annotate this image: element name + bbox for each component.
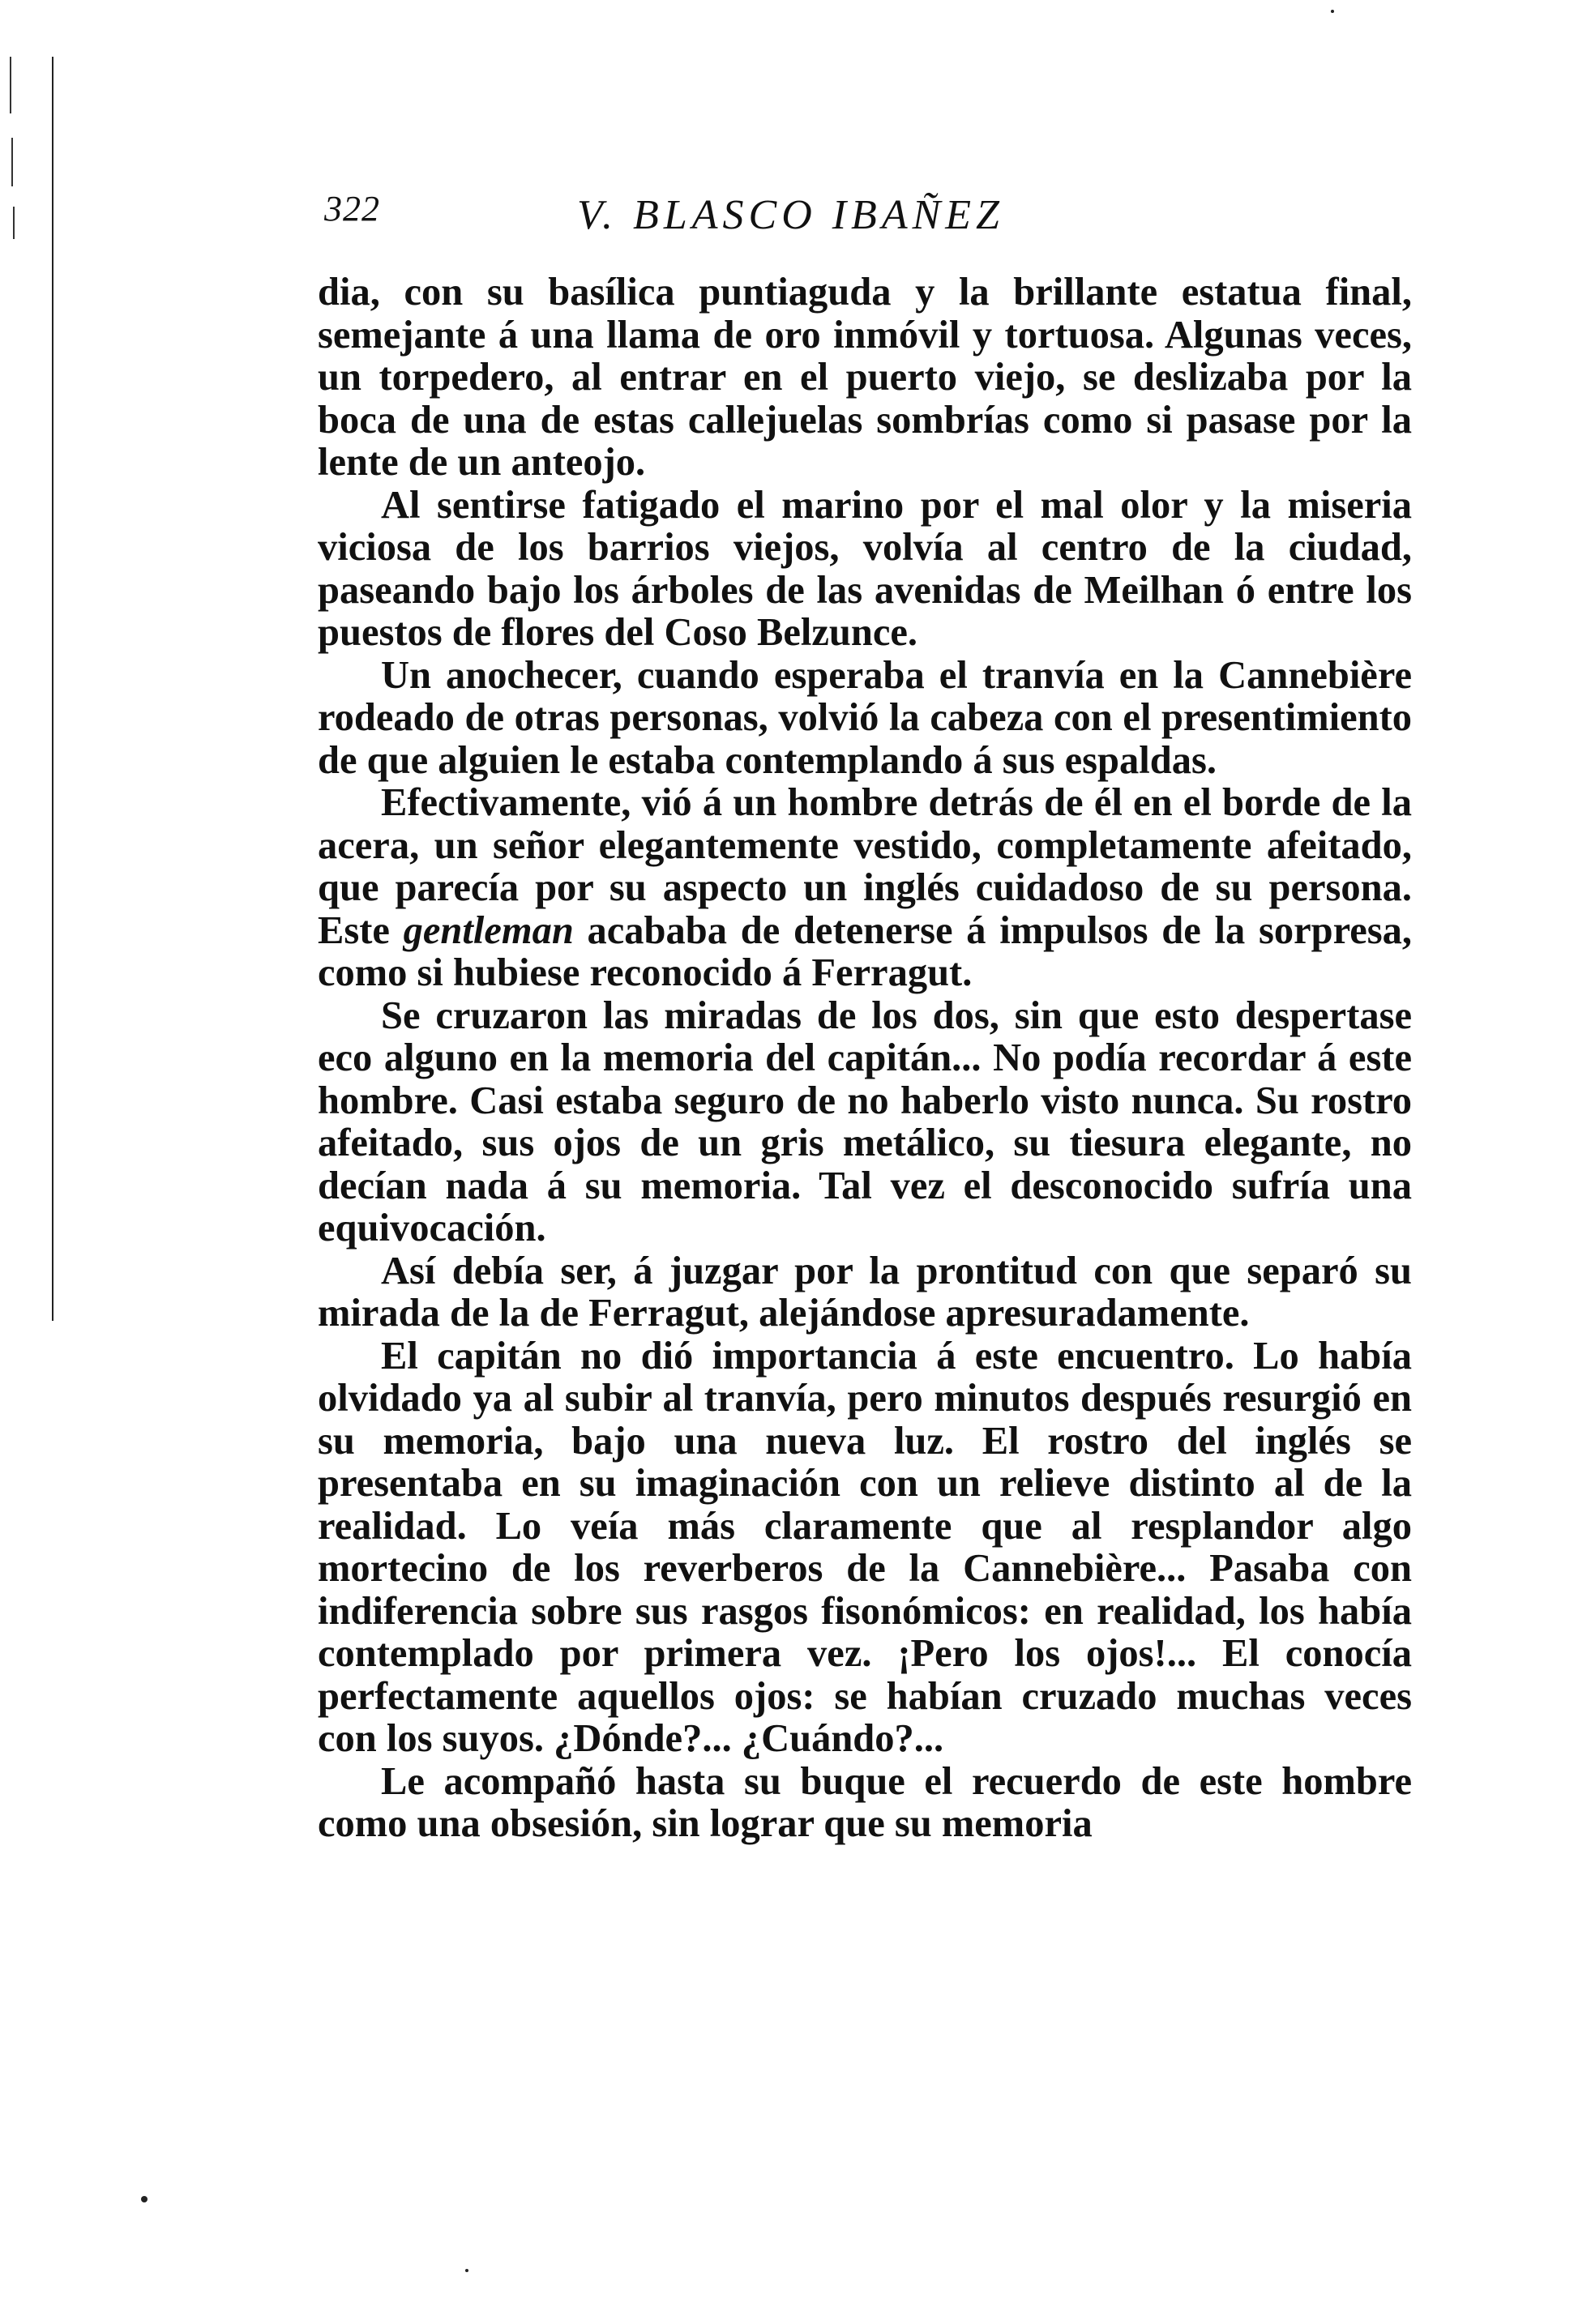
body-text: [318, 271, 1412, 1846]
margin-tick: [10, 57, 11, 113]
paragraph: Así debía ser, á juzgar por la prontitud con que separó su mirada de la de Ferragut, alejándose apresuradamente.: [318, 1249, 1412, 1335]
paragraph: [318, 782, 1412, 995]
ink-speck: [141, 2196, 148, 2202]
paragraph: Se cruzaron las miradas de los dos, sin que esto despertase eco alguno en la memoria del capitán... No podía recordar á este hombre. Casi estaba seguro de no haberlo visto nunca. Su rostro afeitado, sus ojos de un gris metálico, su tiesura elegante, no decían nada á su memoria. Tal vez el desconocido sufría una equivocación.: [318, 993, 1412, 1250]
page-number: 322: [324, 189, 380, 229]
ink-speck: [1331, 10, 1334, 13]
paragraph: Al sentirse fatigado el marino por el mal olor y la miseria viciosa de los barrios viejos, volvía al centro de la ciudad, paseando bajo los árboles de las avenidas de Meilhan ó entre los puestos de flores del Coso Belzunce.: [318, 483, 1412, 654]
margin-tick: [13, 207, 15, 239]
page-header: [318, 188, 1412, 237]
margin-tick: [11, 138, 13, 186]
paragraph: Le acompañó hasta su buque el recuerdo de este hombre como una obsesión, sin lograr que su memoria: [318, 1759, 1412, 1845]
paragraph-text: Efectivamente, vió á un hombre detrás de él en el borde de la acera, un señor elegantemente vestido, completamente afeitado, que parecía por su aspecto un inglés cuidadoso de su persona. Este: [318, 781, 1412, 952]
ink-speck: [465, 2269, 468, 2272]
italic-word: gentleman: [403, 908, 574, 952]
paragraph: dia, con su basílica puntiaguda y la brillante estatua final, semejante á una llama de oro inmóvil y tortuosa. Algunas veces, un torpedero, al entrar en el puerto viejo, se deslizaba por la boca de una de estas callejuelas sombrías como si pasase por la lente de un anteojo.: [318, 271, 1412, 484]
running-head: V. BLASCO IBAÑEZ: [577, 192, 1004, 238]
margin-rule: [52, 57, 53, 1321]
paragraph-text: acababa de detenerse á impulsos de la sorpresa, como si hubiese reconocido á Ferragut.: [318, 908, 1412, 994]
paragraph: Un anochecer, cuando esperaba el tranvía en la Cannebière rodeado de otras personas, volvió la cabeza con el presentimiento de que alguien le estaba contemplando á sus espaldas.: [318, 653, 1412, 782]
paragraph: El capitán no dió importancia á este encuentro. Lo había olvidado ya al subir al tranvía, pero minutos después resurgió en su memoria, bajo una nueva luz. El rostro del inglés se presentaba en su imaginación con un relieve distinto al de la realidad. Lo veía más claramente que al resplandor algo mortecino de los reverberos de la Cannebière... Pasaba con indiferencia sobre sus rasgos fisonómicos: en realidad, los había contemplado por primera vez. ¡Pero los ojos!... El conocía perfectamente aquellos ojos: se habían cruzado muchas veces con los suyos. ¿Dónde?... ¿Cuándo?...: [318, 1334, 1412, 1760]
